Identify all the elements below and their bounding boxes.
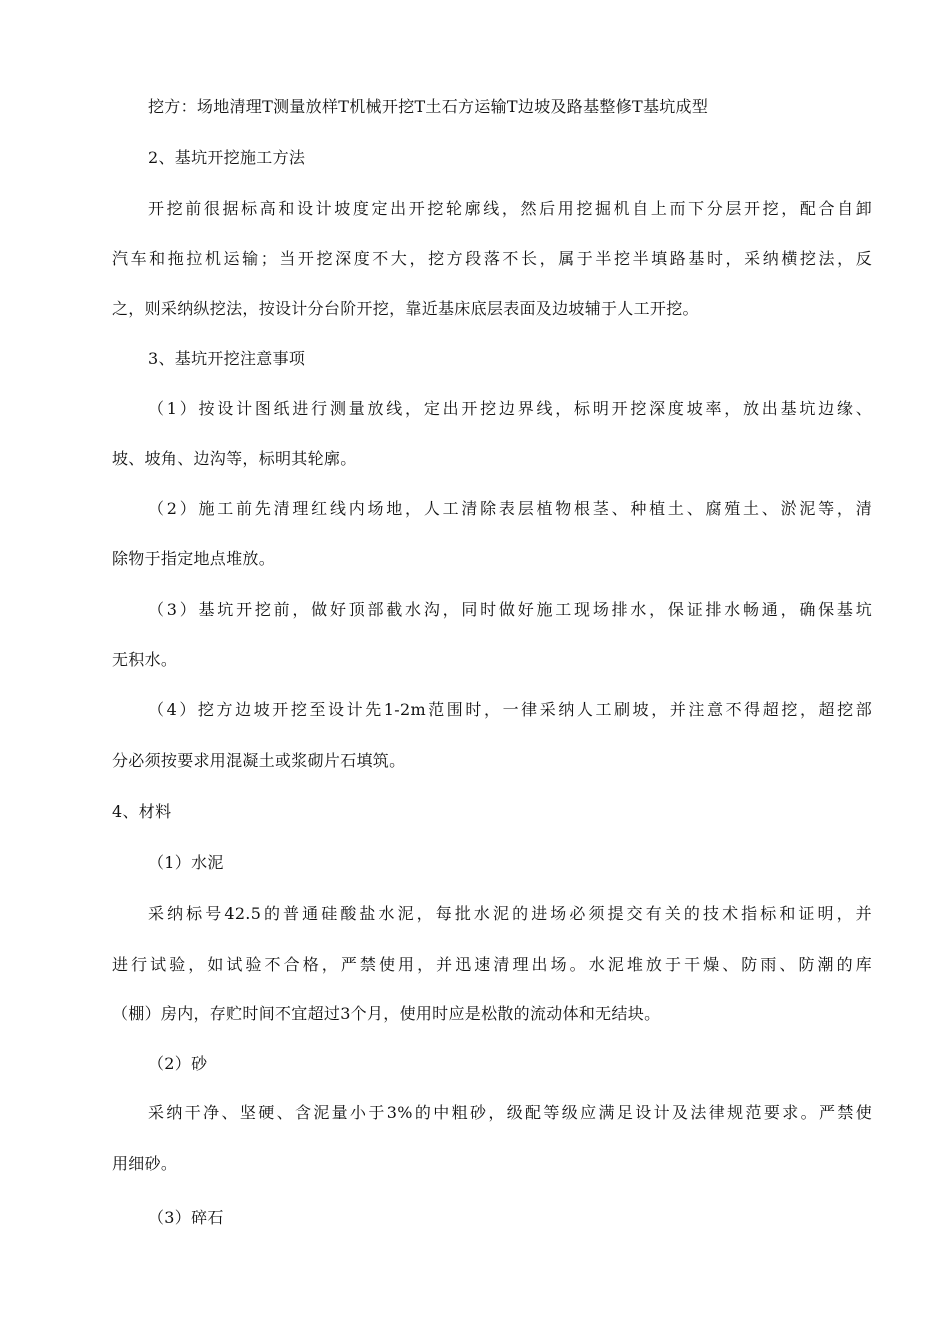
- text-line: 分必须按要求用混凝土或浆砌片石填筑。: [112, 751, 406, 770]
- text-line: 进行试验，如试验不合格，严禁使用，并迅速清理出场。水泥堆放于干燥、防雨、防潮的库: [112, 955, 872, 974]
- text-line: （1）按设计图纸进行测量放线，定出开挖边界线，标明开挖深度坡率，放出基坑边缘、: [148, 399, 872, 418]
- text-line: 之，则采纳纵挖法，按设计分台阶开挖，靠近基床底层表面及边坡辅于人工开挖。: [112, 299, 699, 318]
- subsection-heading: （1）水泥: [148, 853, 224, 872]
- text-line: 汽车和拖拉机运输；当开挖深度不大，挖方段落不长，属于半挖半填路基时，采纳横挖法，反: [112, 249, 872, 268]
- section-heading: 2、基坑开挖施工方法: [148, 148, 306, 167]
- section-heading: 3、基坑开挖注意事项: [148, 349, 306, 368]
- text-line: 坡、坡角、边沟等，标明其轮廓。: [112, 449, 357, 468]
- text-line: （2）施工前先清理红线内场地，人工清除表层植物根茎、种植土、腐殖土、淤泥等，清: [148, 499, 872, 518]
- subsection-heading: （3）碎石: [148, 1208, 224, 1227]
- text-line: 用细砂。: [112, 1154, 178, 1173]
- subsection-heading: （2）砂: [148, 1054, 208, 1073]
- text-line: 无积水。: [112, 650, 178, 669]
- text-line: 挖方：场地清理Τ测量放样Τ机械开挖Τ土石方运输Τ边坡及路基整修Τ基坑成型: [148, 97, 709, 116]
- text-line: （3）基坑开挖前，做好顶部截水沟，同时做好施工现场排水，保证排水畅通，确保基坑: [148, 600, 872, 619]
- text-line: 采纳干净、坚硬、含泥量小于3%的中粗砂，级配等级应满足设计及法律规范要求。严禁使: [148, 1103, 872, 1122]
- text-line: （棚）房内，存贮时间不宜超过3个月，使用时应是松散的流动体和无结块。: [112, 1004, 661, 1023]
- text-line: （4）挖方边坡开挖至设计先1-2m范围时，一律采纳人工刷坡，并注意不得超挖，超挖部: [148, 700, 872, 719]
- text-line: 开挖前很据标高和设计坡度定出开挖轮廓线，然后用挖掘机自上而下分层开挖，配合自卸: [148, 199, 872, 218]
- text-line: 除物于指定地点堆放。: [112, 549, 276, 568]
- text-line: 采纳标号42.5的普通硅酸盐水泥，每批水泥的进场必须提交有关的技术指标和证明，并: [148, 904, 872, 923]
- section-heading: 4、材料: [112, 802, 172, 821]
